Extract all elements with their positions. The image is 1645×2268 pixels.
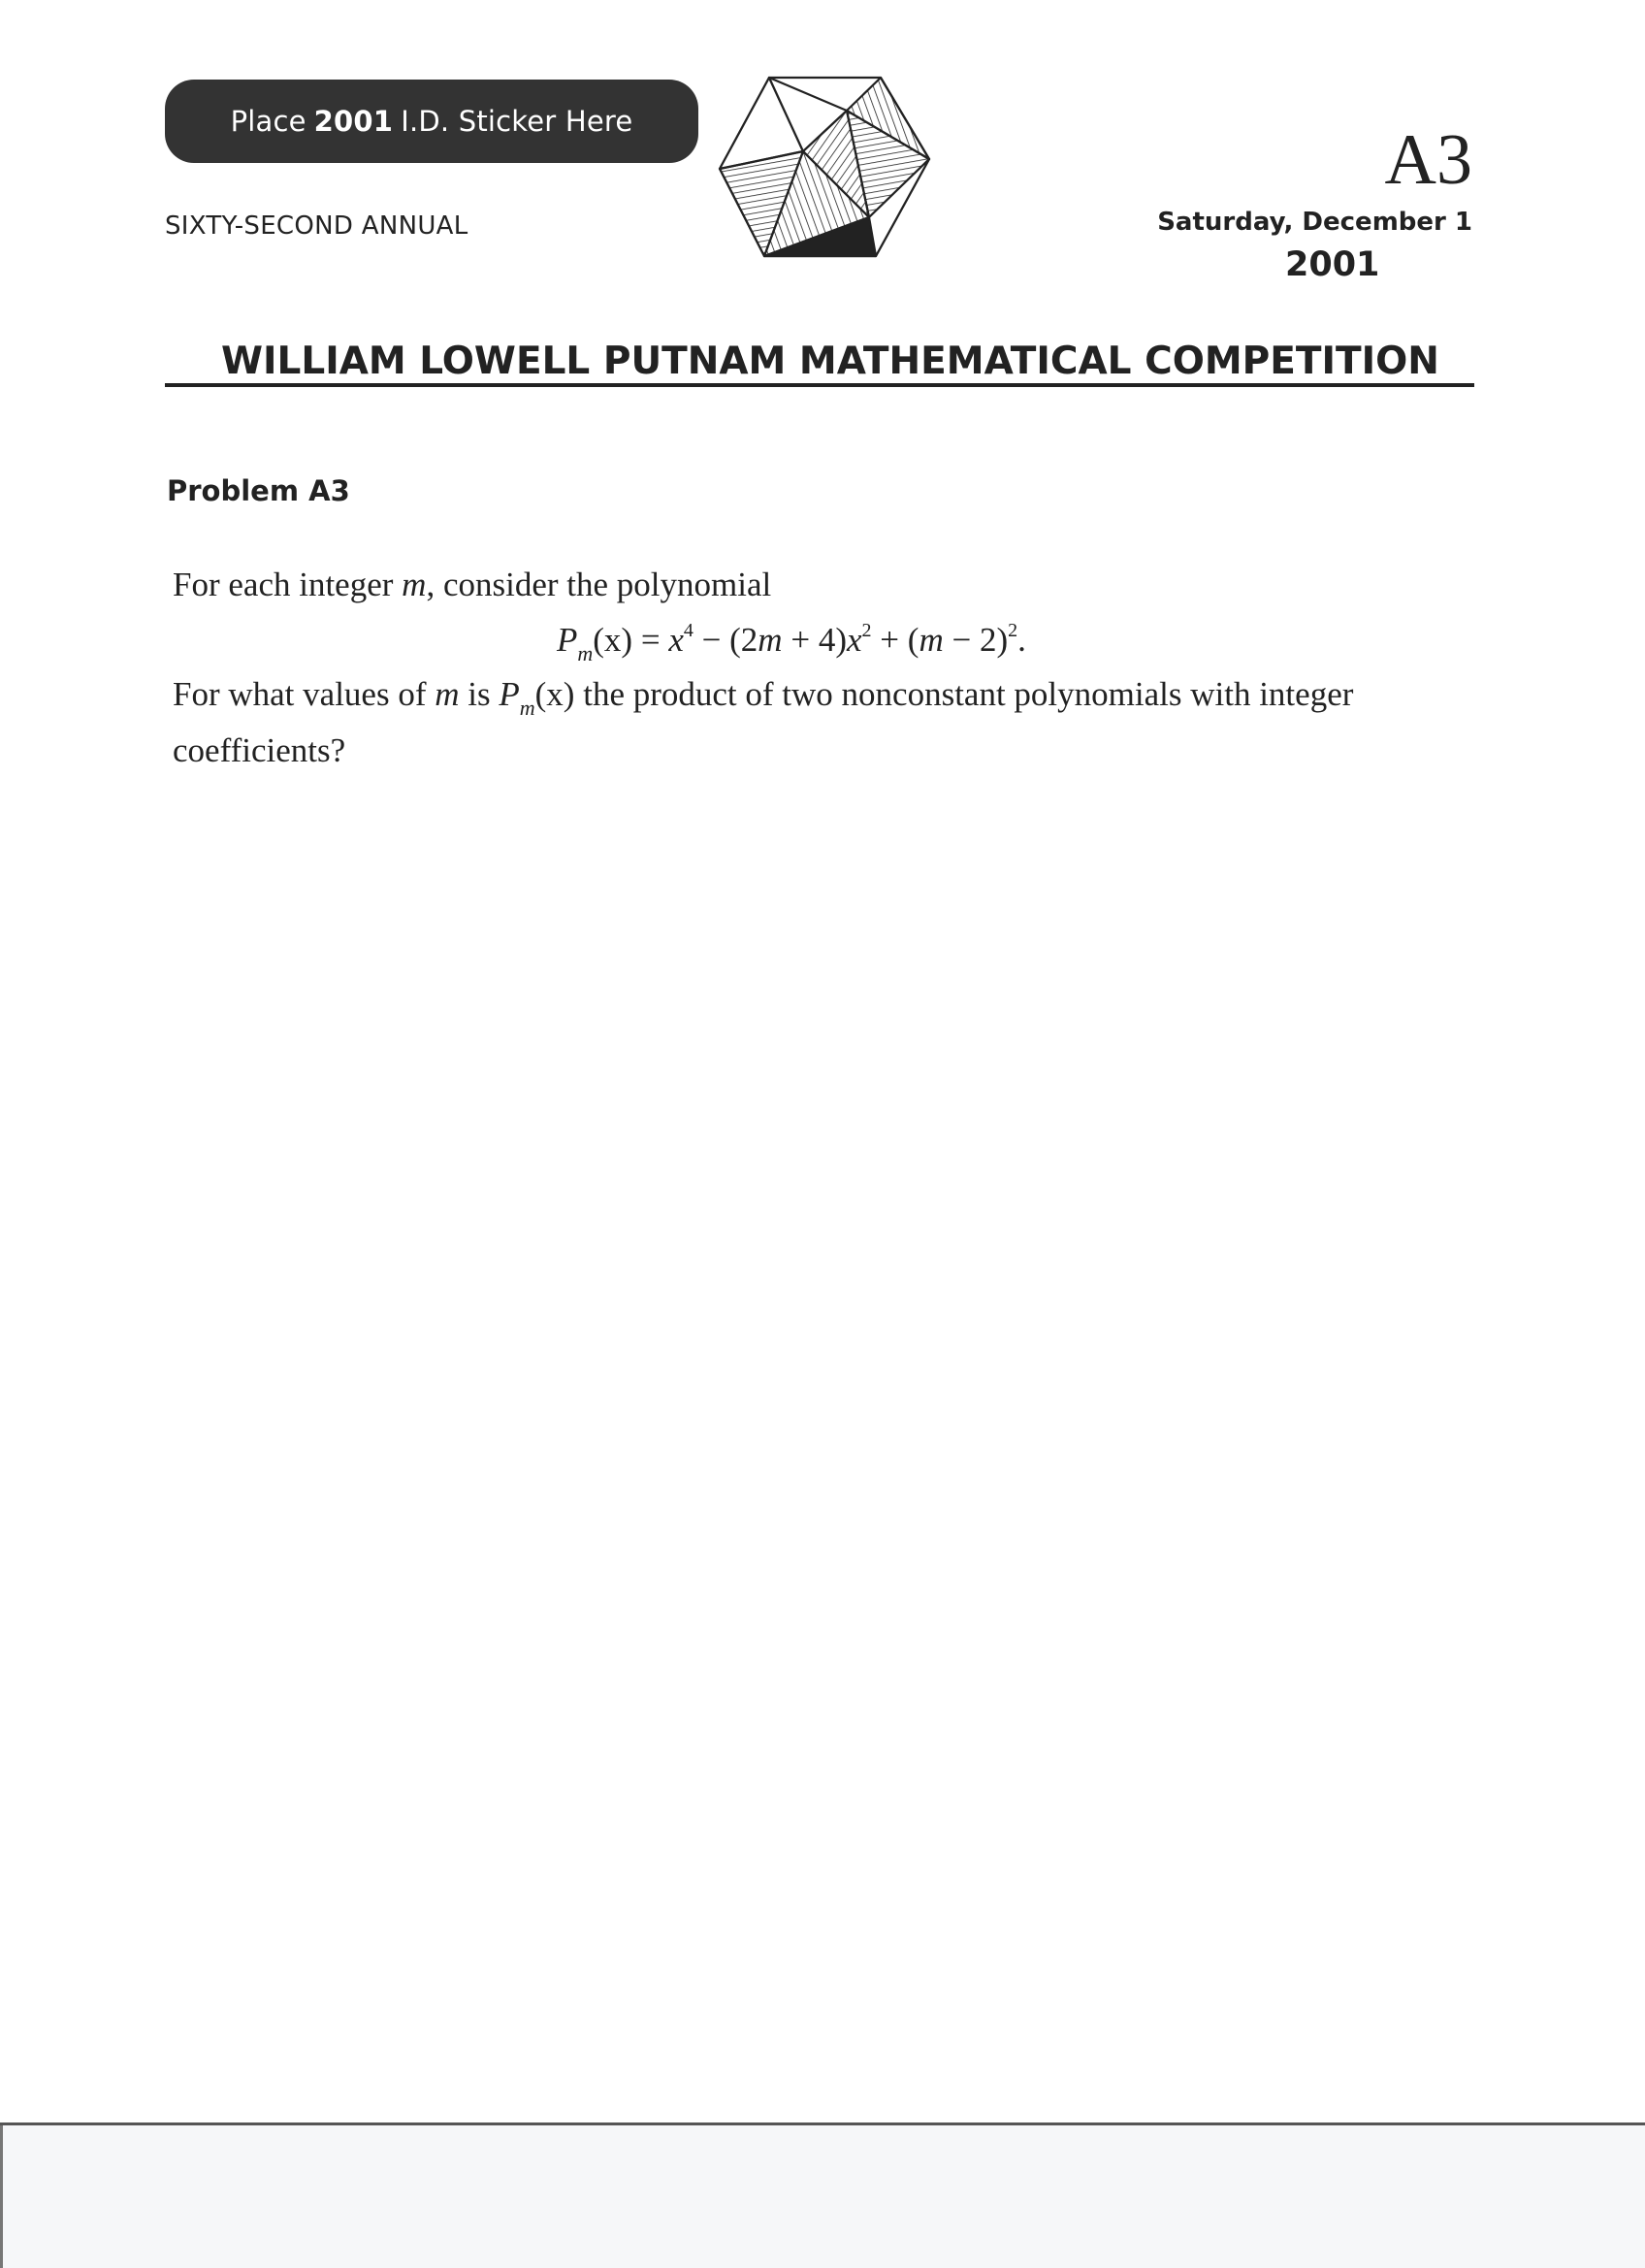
- problem-question: [173, 675, 1354, 720]
- question-sub-m: m: [519, 696, 535, 720]
- id-sticker-box: [165, 80, 698, 163]
- title-underline: [165, 383, 1474, 387]
- formula-P: P: [557, 621, 578, 659]
- question-arg: (x): [534, 675, 575, 713]
- problem-question-line2: coefficients?: [173, 731, 346, 769]
- sticker-year: 2001: [313, 105, 394, 138]
- formula-m1: m: [758, 621, 783, 659]
- question-after: the product of two nonconstant polynomials with integer: [574, 675, 1354, 713]
- sticker-prefix: Place: [230, 105, 306, 138]
- formula-sub-m: m: [577, 641, 594, 665]
- formula-x2: x: [846, 621, 862, 659]
- page-bottom-rule: [0, 2122, 1645, 2125]
- exam-date: Saturday, December 1: [1157, 208, 1472, 237]
- intro-var-m: m: [402, 566, 427, 603]
- formula-exp2b: 2: [1008, 620, 1018, 641]
- problem-label: Problem A3: [167, 474, 350, 507]
- exam-code: A3: [1384, 120, 1472, 200]
- question-before: For what values of: [173, 675, 435, 713]
- formula-minus: − (2: [693, 621, 758, 659]
- formula-exp2a: 2: [861, 620, 872, 641]
- formula-plus: + (: [871, 621, 919, 659]
- formula-tail: − 2): [943, 621, 1009, 659]
- page-bottom-strip: [3, 2125, 1645, 2268]
- polynomial-formula: [557, 620, 1026, 665]
- annual-edition: SIXTY-SECOND ANNUAL: [165, 211, 468, 241]
- question-var-m: m: [435, 675, 460, 713]
- sticker-suffix: I.D. Sticker Here: [401, 105, 633, 138]
- competition-title: WILLIAM LOWELL PUTNAM MATHEMATICAL COMPETITION: [221, 340, 1439, 383]
- formula-mid: + 4): [782, 621, 847, 659]
- formula-eq: =: [632, 621, 669, 659]
- formula-m2: m: [919, 621, 944, 659]
- formula-arg: (x): [593, 621, 633, 659]
- intro-text-before: For each integer: [173, 566, 403, 603]
- icosahedron-logo-icon: [716, 72, 933, 262]
- problem-intro: [173, 566, 771, 604]
- formula-exp4: 4: [683, 620, 693, 641]
- page-bottom-edge: [0, 2125, 3, 2268]
- formula-x: x: [668, 621, 684, 659]
- intro-text-after: , consider the polynomial: [426, 566, 772, 603]
- exam-year: 2001: [1285, 245, 1380, 284]
- question-is: is: [459, 675, 500, 713]
- formula-end: .: [1017, 621, 1026, 659]
- question-P: P: [499, 675, 520, 713]
